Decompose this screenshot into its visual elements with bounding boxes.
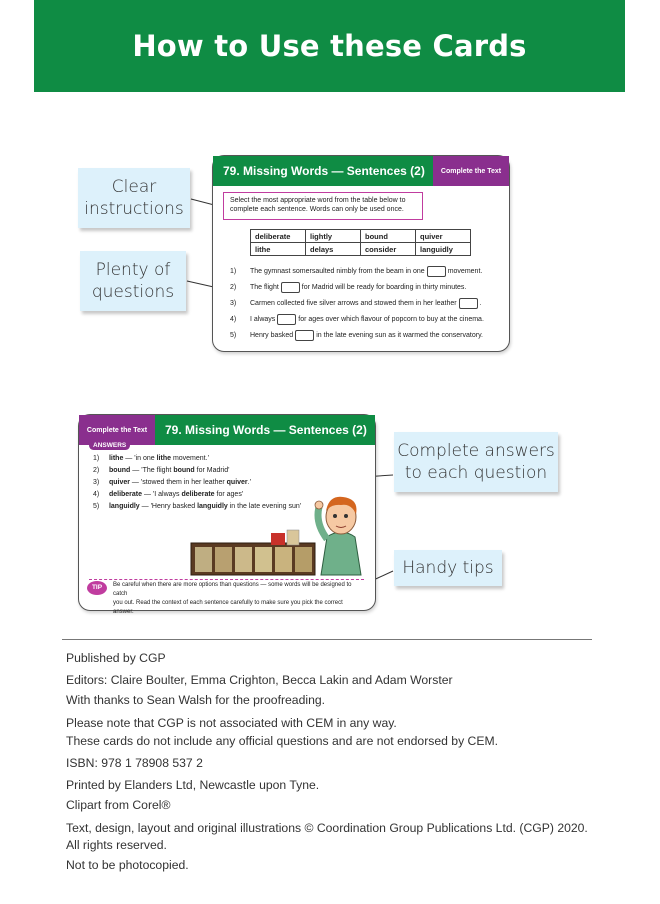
word-cell: bound xyxy=(361,230,416,243)
word-table-row xyxy=(251,230,471,243)
word-cell: deliberate xyxy=(251,230,306,243)
tip-text-line: Be careful when there are more options than questions — some words will be designed to catch xyxy=(113,582,352,597)
tip-icon: TIP xyxy=(87,581,107,595)
answer-blank xyxy=(427,266,446,277)
imprint-clipart: Clipart from Corel® xyxy=(66,798,171,812)
question-row: 2) The flight for Madrid will be ready for boarding in thirty minutes. xyxy=(230,284,467,291)
instructions-box: Select the most appropriate word from the table below to complete each sentence. Words can only be used once. xyxy=(223,192,423,220)
word-table xyxy=(250,229,471,256)
answer-card-tag: Complete the Text xyxy=(79,415,155,445)
question-row: 4) I always for ages over which flavour of popcorn to buy at the cinema. xyxy=(230,316,484,323)
character-illustration xyxy=(315,497,361,575)
word-table-row xyxy=(251,243,471,256)
word-cell: languidly xyxy=(416,243,471,256)
answer-row: 5) languidly — 'Henry basked languidly in the late evening sun' xyxy=(93,503,302,510)
imprint-isbn: ISBN: 978 1 78908 537 2 xyxy=(66,756,203,770)
tip-bar xyxy=(89,579,364,615)
answers-badge: ANSWERS xyxy=(89,441,130,450)
imprint-cem-note: Please note that CGP is not associated with CEM in any way. xyxy=(66,716,397,730)
question-card-title: 79. Missing Words — Sentences (2) xyxy=(213,156,433,186)
word-cell: quiver xyxy=(416,230,471,243)
imprint-printer: Printed by Elanders Ltd, Newcastle upon Tyne. xyxy=(66,778,320,792)
answer-blank xyxy=(277,314,296,325)
answer-blank xyxy=(281,282,300,293)
callout-handy-tips: Handy tips xyxy=(394,550,502,586)
answer-card xyxy=(78,414,376,615)
callout-clear-instructions: Clear instructions xyxy=(78,168,190,228)
word-cell: lithe xyxy=(251,243,306,256)
question-card xyxy=(212,155,510,352)
word-cell: lightly xyxy=(306,230,361,243)
tip-text-line: you out. Read the context of each sentence carefully to make sure you pick the correct answer. xyxy=(113,600,343,615)
question-row: 1) The gymnast somersaulted nimbly from the beam in one movement. xyxy=(230,268,483,275)
question-card-tag: Complete the Text xyxy=(433,156,509,186)
answer-row: 1) lithe — 'in one lithe movement.' xyxy=(93,455,209,462)
imprint-no-copy: Not to be photocopied. xyxy=(66,858,189,872)
imprint-copyright: Text, design, layout and original illustrations © Coordination Group Publications Ltd. (CGP) 2020. xyxy=(66,821,588,835)
callout-plenty-of-questions: Plenty of questions xyxy=(80,251,186,311)
word-cell: delays xyxy=(306,243,361,256)
imprint-thanks: With thanks to Sean Walsh for the proofreading. xyxy=(66,693,326,707)
answer-blank xyxy=(459,298,478,309)
word-cell: consider xyxy=(361,243,416,256)
answer-row: 2) bound — 'The flight bound for Madrid' xyxy=(93,467,230,474)
answer-row: 3) quiver — 'stowed them in her leather quiver.' xyxy=(93,479,251,486)
page-title: How to Use these Cards xyxy=(132,29,527,63)
imprint-rights: All rights reserved. xyxy=(66,838,167,852)
answer-blank xyxy=(295,330,314,341)
popcorn-shelf xyxy=(191,530,315,575)
section-divider xyxy=(62,639,592,640)
answer-row: 4) deliberate — 'I always deliberate for ages' xyxy=(93,491,244,498)
question-row: 3) Carmen collected five silver arrows and stowed them in her leather . xyxy=(230,300,482,307)
answer-card-title: 79. Missing Words — Sentences (2) xyxy=(155,415,375,445)
imprint-editors: Editors: Claire Boulter, Emma Crighton, Becca Lakin and Adam Worster xyxy=(66,673,453,687)
imprint-cem-endorse: These cards do not include any official questions and are not endorsed by CEM. xyxy=(66,734,499,748)
question-card-header xyxy=(213,156,509,186)
page-header xyxy=(34,0,625,92)
imprint-publisher: Published by CGP xyxy=(66,651,166,665)
callout-complete-answers: Complete answers to each question xyxy=(394,432,558,492)
question-row: 5) Henry basked in the late evening sun as it warmed the conservatory. xyxy=(230,332,483,339)
